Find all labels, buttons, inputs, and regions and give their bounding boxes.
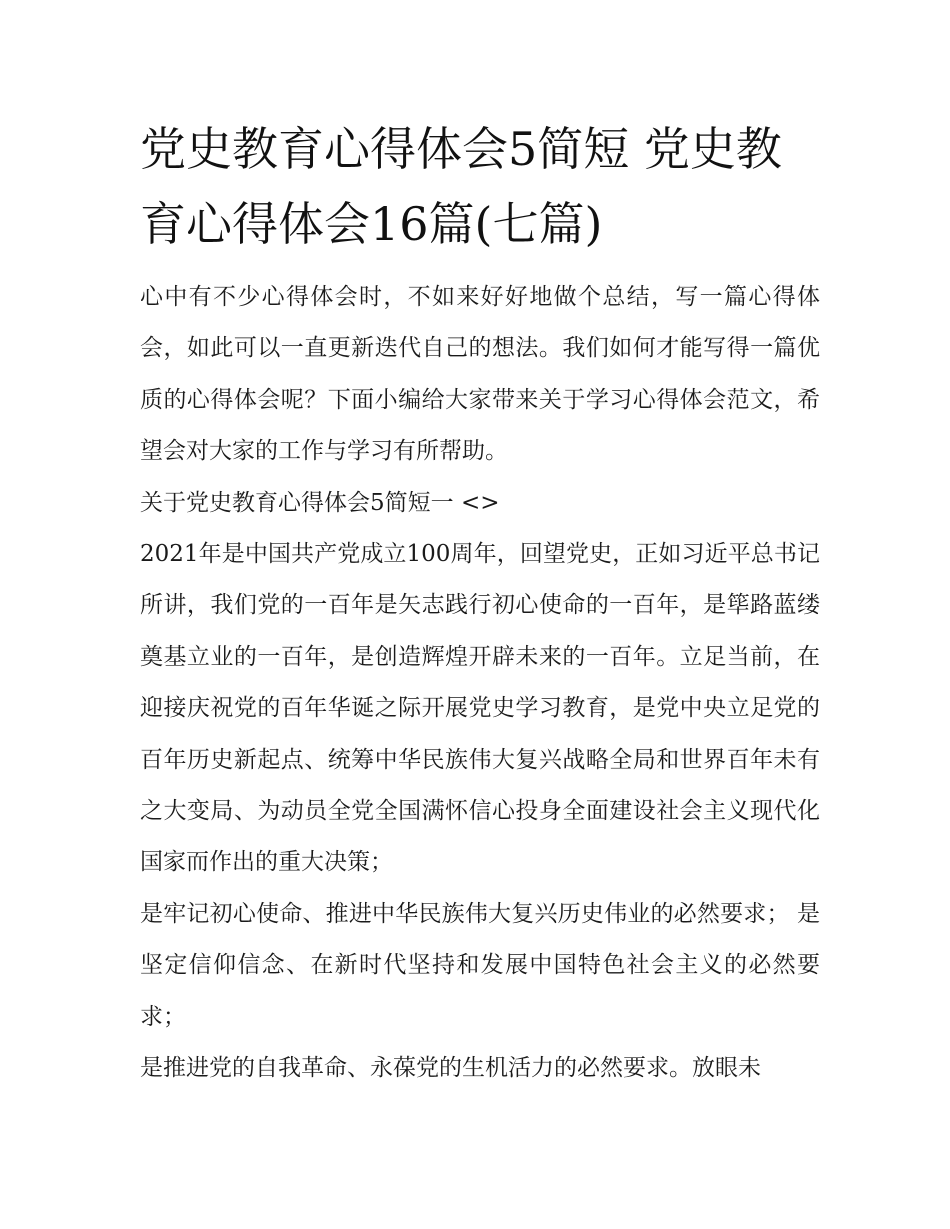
body-paragraph: 2021年是中国共产党成立100周年，回望党史，正如习近平总书记所讲，我们党的一百年是矢志践行初心使命的一百年，是筚路蓝缕奠基立业的一百年，是创造辉煌开辟未来的一百年。立足当前，在迎接庆祝党的百年华诞之际开展党史学习教育，是党中央立足党的百年历史新起点、统筹中华民族伟大复兴战略全局和世界百年未有之大变局、为动员全党全国满怀信心投身全面建设社会主义现代化国家而作出的重大决策； [140,541,820,876]
document-title: 党史教育心得体会5简短 党史教育心得体会16篇(七篇) [140,122,782,251]
body-paragraph: 是推进党的自我革命、永葆党的生机活力的必然要求。放眼未 [140,1055,761,1082]
body-paragraph: 是牢记初心使命、推进中华民族伟大复兴历史伟业的必然要求； 是坚定信仰信念、在新时代坚持和发展中国特色社会主义的必然要求； [140,900,820,1030]
document-content [140,112,820,1095]
intro-paragraph: 心中有不少心得体会时，不如来好好地做个总结，写一篇心得体会，如此可以一直更新迭代自己的想法。我们如何才能写得一篇优质的心得体会呢？下面小编给大家带来关于学习心得体会范文，希望会对大家的工作与学习有所帮助。 [140,284,820,465]
document-body [140,272,820,1095]
section-heading: 关于党史教育心得体会5简短一 <> [140,489,500,516]
